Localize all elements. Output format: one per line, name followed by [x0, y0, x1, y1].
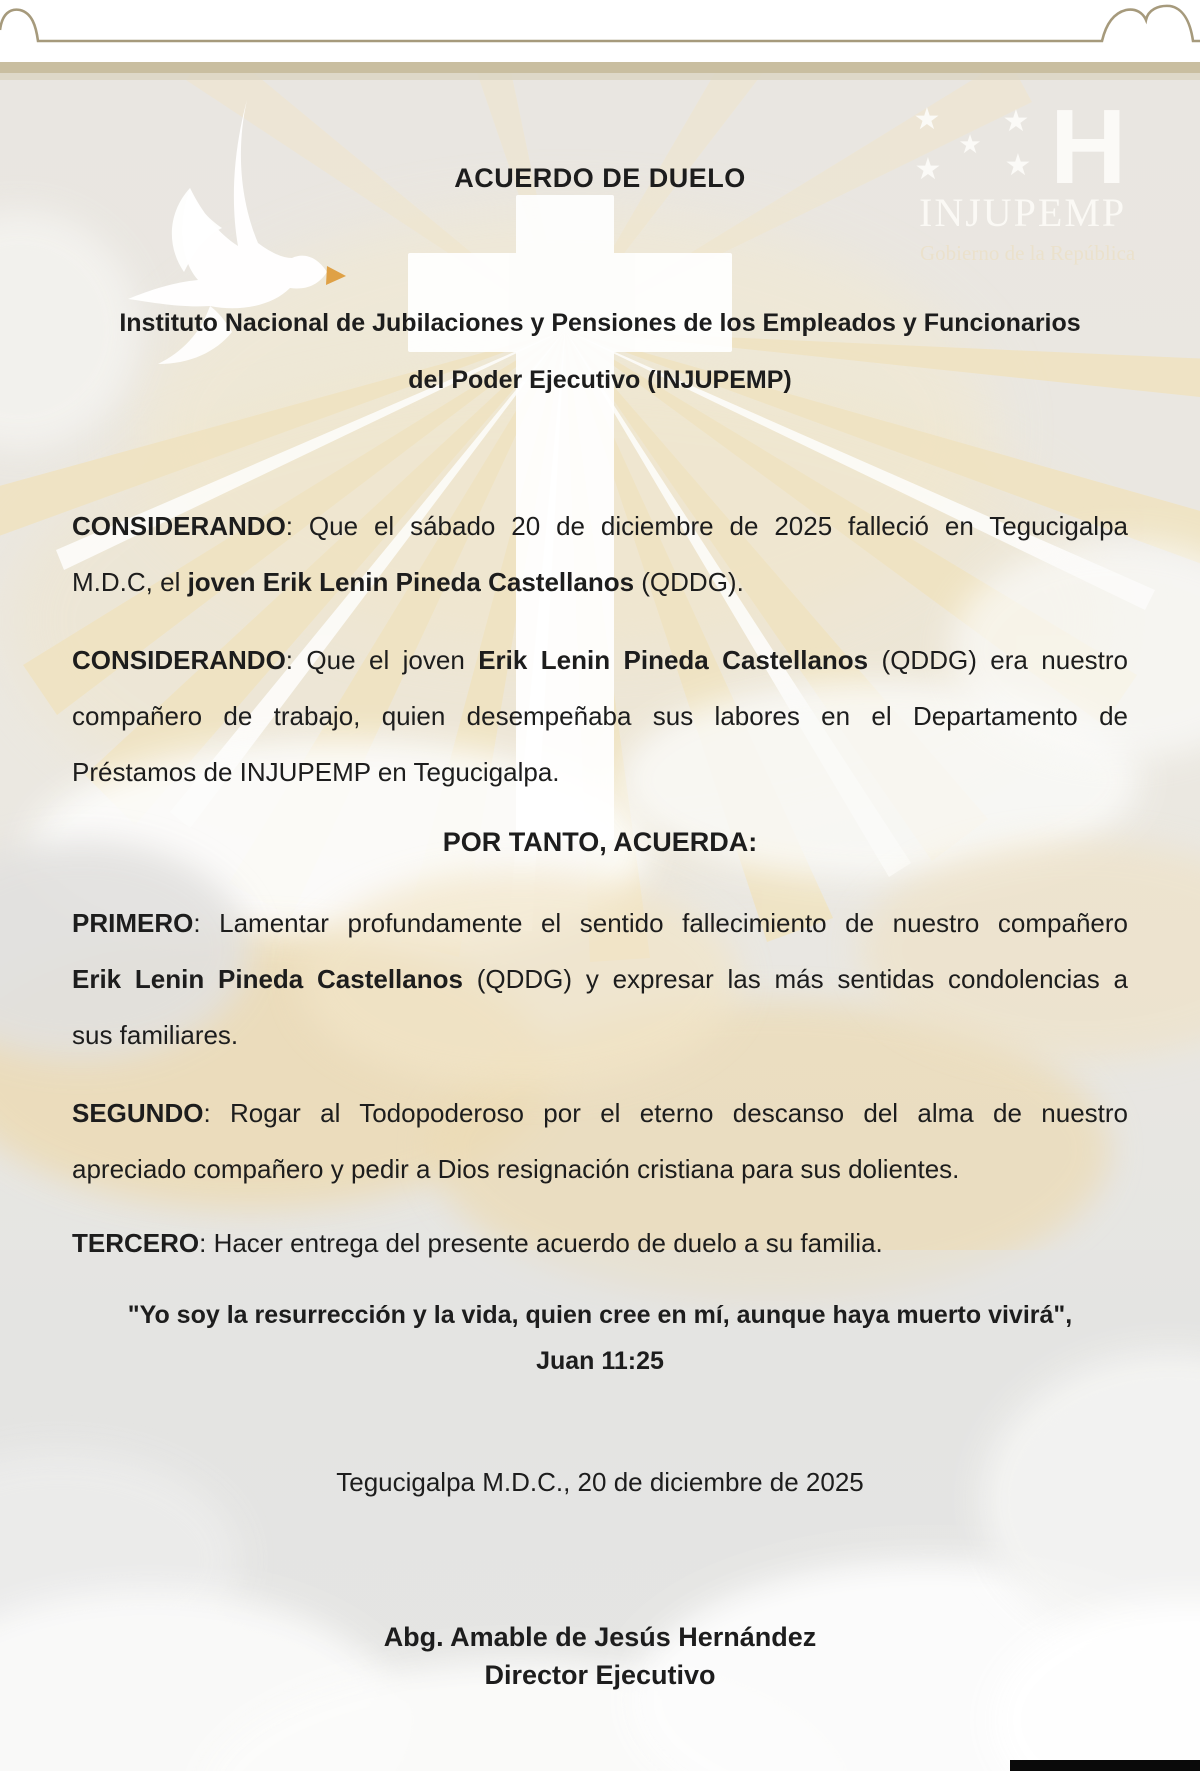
text-line: M.D.C, el joven Erik Lenin Pineda Castellanos (QDDG). — [72, 567, 744, 597]
dateline: Tegucigalpa M.D.C., 20 de diciembre de 2025 — [336, 1467, 864, 1497]
text-line: CONSIDERANDO: Que el sábado 20 de diciembre de 2025 falleció en Tegucigalpa — [72, 511, 1128, 541]
text-line: PRIMERO: Lamentar profundamente el sentido fallecimiento de nuestro compañero — [72, 908, 1128, 938]
por-tanto-heading: POR TANTO, ACUERDA: — [442, 827, 758, 857]
paragraph-considerando-1 — [72, 498, 1128, 610]
text-line: SEGUNDO: Rogar al Todopoderoso por el eterno descanso del alma de nuestro — [72, 1098, 1128, 1128]
star-icon: ★ — [914, 153, 942, 186]
logo-letter: H — [1050, 88, 1127, 206]
paragraph-segundo — [72, 1085, 1128, 1197]
text-line: Préstamos de INJUPEMP en Tegucigalpa. — [72, 757, 560, 787]
star-icon: ★ — [1004, 149, 1032, 182]
quote-line-1: "Yo soy la resurrección y la vida, quien cree en mí, aunque haya muerto vivirá", — [127, 1301, 1073, 1329]
signatory-title: Director Ejecutivo — [484, 1660, 716, 1690]
text-line: Erik Lenin Pineda Castellanos (QDDG) y expresar las más sentidas condolencias a — [72, 964, 1128, 994]
bible-quote — [72, 1292, 1128, 1384]
signature-block — [72, 1618, 1128, 1694]
text-line: TERCERO: Hacer entrega del presente acuerdo de duelo a su familia. — [72, 1228, 883, 1258]
paragraph-primero — [72, 895, 1128, 1063]
text-line: CONSIDERANDO: Que el joven Erik Lenin Pineda Castellanos (QDDG) era nuestro — [72, 645, 1128, 675]
paragraph-considerando-2 — [72, 632, 1128, 800]
text-line: compañero de trabajo, quien desempeñaba sus labores en el Departamento de — [72, 701, 1128, 731]
institution-line-1: Instituto Nacional de Jubilaciones y Pensiones de los Empleados y Funcionarios — [119, 309, 1081, 337]
star-icon: ★ — [913, 103, 941, 136]
institution-name — [72, 295, 1128, 409]
institution-line-2: del Poder Ejecutivo (INJUPEMP) — [408, 366, 792, 394]
text-line: apreciado compañero y pedir a Dios resignación cristiana para sus dolientes. — [72, 1154, 960, 1184]
top-border — [0, 0, 1200, 80]
signatory-name: Abg. Amable de Jesús Hernández — [383, 1622, 817, 1652]
logo-tagline: Gobierno de la República — [920, 241, 1136, 265]
logo-name: INJUPEMP — [919, 190, 1127, 235]
quote-line-2: Juan 11:25 — [536, 1347, 664, 1375]
star-icon: ★ — [958, 129, 982, 159]
text-line: sus familiares. — [72, 1020, 239, 1050]
star-icon: ★ — [1002, 105, 1030, 138]
bottom-black-bar — [1010, 1760, 1200, 1771]
paragraph-tercero — [72, 1215, 1128, 1271]
document-title: ACUERDO DE DUELO — [454, 163, 746, 193]
